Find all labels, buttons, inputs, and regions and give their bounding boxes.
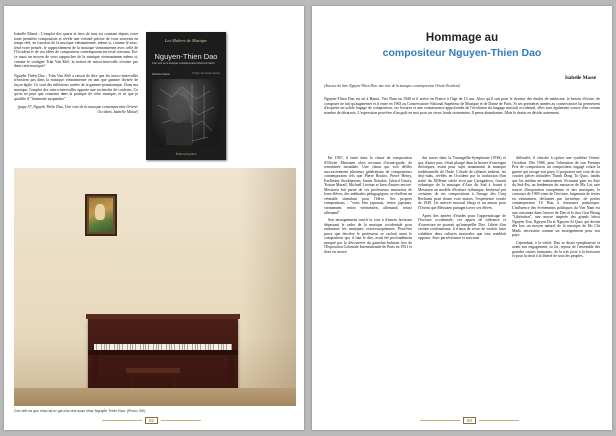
score-manuscript-overlay [152, 79, 220, 147]
column-paragraph: En 1967, il entre dans la classe de composition d'Olivier Messiaen alors reconnu d'avant-garde, de renommée mondiale. Une classe qui voit défiler successivement plusieurs générations de compositeurs contemporains tels que Pierre Boulez, Pierre Henry, Karlheinz Stockhausen, Iannis Xenakis, Gérard Grisey, Tristan Murail, Michaël Levinas et bien d'autres encore. Messiaen fait partie de ces professeurs amoureux de leurs élèves, des méthodes pédagogiques, se révèlent un véritable stimulant pour l'élève. Ses propres compositions : "vous êtes japonais, restez japonais, vietnamien, restez vietnamien, allemand, restez allemand". [324, 156, 412, 215]
article-column-2 [418, 156, 506, 408]
cover-author: Isabelle Massé [152, 72, 170, 76]
citation: (page 57, Nguyên Thiên Dao, Une voie de la musique contemporaine Orient-Occident, Isabelle Massé) [17, 105, 138, 114]
column-paragraph: Cependant, à la vérité, Dao se disait symphoniste et avant son engagement, sa foi, repose de l'ensemble des grandes causes humaines, de la très juste à la bravoure et pour la droit à la liberté de tous les peuples. [512, 240, 600, 259]
page-number-rule [420, 420, 460, 421]
bench-leg-left [130, 373, 133, 388]
cover-portrait-image [152, 79, 220, 147]
piano-keybed [88, 350, 238, 355]
reply-paragraph: Nguyên Thiên Dao : Trân Van Khê a raison de dire que les micro-intervalles n'existent pas dans la musique vietnamienne en tant que gamme divisée de façon égale. Ce sont des inflexions ornées de la gamme pentatonique. Dans ma musique, l'emploi des micro-intervalles apporte une recherche de couleurs. Ce qu'on ne peut que constater dans la pratique de cette musique, et ce que je qualifie d' "harmonie suspendue". [14, 73, 138, 101]
article-column-1 [324, 156, 412, 408]
article-title-line1: Hommage au [425, 32, 499, 44]
page-number-value: 82 [145, 417, 158, 424]
framed-painting [85, 194, 117, 236]
page-number-rule [102, 420, 142, 421]
piano-bench [126, 368, 180, 388]
column-paragraph: Son enseignement ouvrit la voie à d'autres horizons dépassant le cadre de la musique occidentale pour embrasser les musiques extra-européennes. Peut-être parce que derrière le professeur se cachait aussi le compositeur qui, il faut le dire, avait été profondément marqué par la découverte du gamelan balinais lors de l'Exposition Coloniale Internationale de Paris en 1931 et dont on trouve [324, 218, 412, 254]
wall-shadow [241, 168, 296, 406]
page-number-rule [479, 420, 519, 421]
piano-leg-right [228, 355, 234, 388]
piano-leg-left [92, 355, 98, 388]
cover-subtitle: Une voie de la musique contemporaine Orient-Occident [152, 62, 215, 65]
article-author: Isabelle Massé [565, 76, 596, 81]
cover-series: Les Maîtres de Musique [164, 38, 208, 43]
page-number-value: 83 [463, 417, 476, 424]
bench-seat [126, 368, 180, 373]
painting-figure [95, 204, 105, 220]
intro-paragraph: Isabelle Massé : L'emploi des quarts et tiers de tons est constant depuis votre toute première composition et révèle une volonté précise de vous souvenir en temps réel, en fonction de la musique vietnamienne, même si, comme le sous-tend votre pensée, le rapprochement de la musique vietnamienne avec celle de l'Occident et de vos idées de compositeur contemporain est resté constant. Est-ce aussi un moyen de vous rapprocher de la musique vietnamienne même si, comme le souligne Trân Van Khê, la notion de micro-intervalle n'existe pas dans cette musique? [14, 32, 138, 69]
cover-preface: Préface de Claude Samuel [192, 72, 220, 75]
page-number-right [420, 417, 519, 424]
book-cover [146, 32, 226, 160]
column-paragraph: Après des années d'études pour l'apprentissage de l'écriture occidentale, ces appris de tolérance et d'ouverture ne pouvait qu'interpeller Dao. Libéré d'un certain conformisme, il n'aura de cesse de vouloir faire cohabiter deux cultures musicales que tout semblait opposer. Avec persévérance et non sans [418, 213, 506, 241]
page-number-rule [161, 420, 201, 421]
column-paragraph: difficulté, il cherche à opérer une synthèse Orient-Occident. Dès 1968, pour l'obtention de son Premier Prix de composition, un compositeur engagé contre la guerre qui ravage son pays, il proposera une voie de six courtes pièces intitulées Thanh Dong To Quoc, tandis que les médias ne mentionnent l'écrasant gain en Asie du Sud-Est, au lendemain du massacre de My Lai, une source d'inspiration européenne et dos musiques, le concours de 1969 vient de l'écriture, fragments de textes en vietnamien, déclamés par lui-même, de poètes contemporains Tô Huu à résonance patriotique. L'influence des événements politiques du Viet Nam est une constante dans l'œuvre de Dao et le titre Giai Phong "Libération", une œuvre inspirée des grands héros Nguyen Trai, Nguyen Du et Nguyen Ai Quoc qui devint dès lors un moyen naturel de la musique de Ho Chi Minh, nécessaire comme un enseignement pour son pays. [512, 156, 600, 238]
page-number-left [102, 417, 201, 424]
article-column-3 [512, 156, 600, 408]
column-paragraph: des traces dans la Turangalîla-Symphonie (1936) et qui, d'autre part, s'était plongé dans la lecture d'ouvrages théoriques, avant pour sujet notamment la musique traditionnelle de l'Inde. L'étude de rythmes indiens, les deçi-talas, révélés en Occident par la traduction d'un traité du XIIIème siècle écrit par Çarngadeva, fournit rythmique de la musique d'Asie du Sud à fourni à Messiaen un modèle d'écriture rythmique. Intéressé par certaines de ses compositions à l'image des Cinq Rechants pour douze voix mixtes, l'expérience vocale de 1949. Un univers musical élargi et un amour pour l'Orient que Messiaen partagera avec ses élèves. [418, 156, 506, 211]
floor [14, 388, 296, 406]
article-intro: Nguyen-Thien Dao est né à Hanoï, Viet Nam en 1940 et il arrive en France à l'âge de 13 ans. Alors qu'il suit pour le docteur des études de médecine, le besoin d'écrire, de composer ne fait qu'augmenter et il entre en 1963 au Conservatoire National Supérieur de Musique et de Danse de Paris. Si ses premières années au conservatoire lui permettent d'acquérir un solide bagage de compositeur, ses lectures et une connaissance approfondie de l'évolution du langage musical occidental, elles sont également source d'un certain nombre de désarrois. L'expression peut-être d'un goût en moi pour un vieux fonds vietnamien. Il pense abandonner. Mais le destin en décide autrement. [324, 97, 600, 115]
left-page [4, 6, 304, 430]
piano-room-photo [14, 168, 296, 406]
bench-leg-right [173, 373, 176, 388]
cover-publisher-mark: Éditions Papillon [175, 152, 197, 156]
photo-caption: Góc viết và góc nhạc tại tư gia của nhà soạn nhạc Nguyễn Thiện Đạo. (Photo: BK) [14, 409, 146, 413]
piano-top-lid [86, 314, 240, 319]
article-title-line2: compositeur Nguyen-Thien Dao [382, 47, 542, 59]
interview-text-block [14, 32, 138, 115]
right-page [312, 6, 612, 430]
author-note: (Auteure du livre Nguyen-Thien Dao: une voie de la musique contemporaine Orient-Occident) [324, 84, 460, 88]
article-columns [324, 156, 600, 408]
cover-title: Nguyen-Thien Dao [154, 52, 218, 61]
